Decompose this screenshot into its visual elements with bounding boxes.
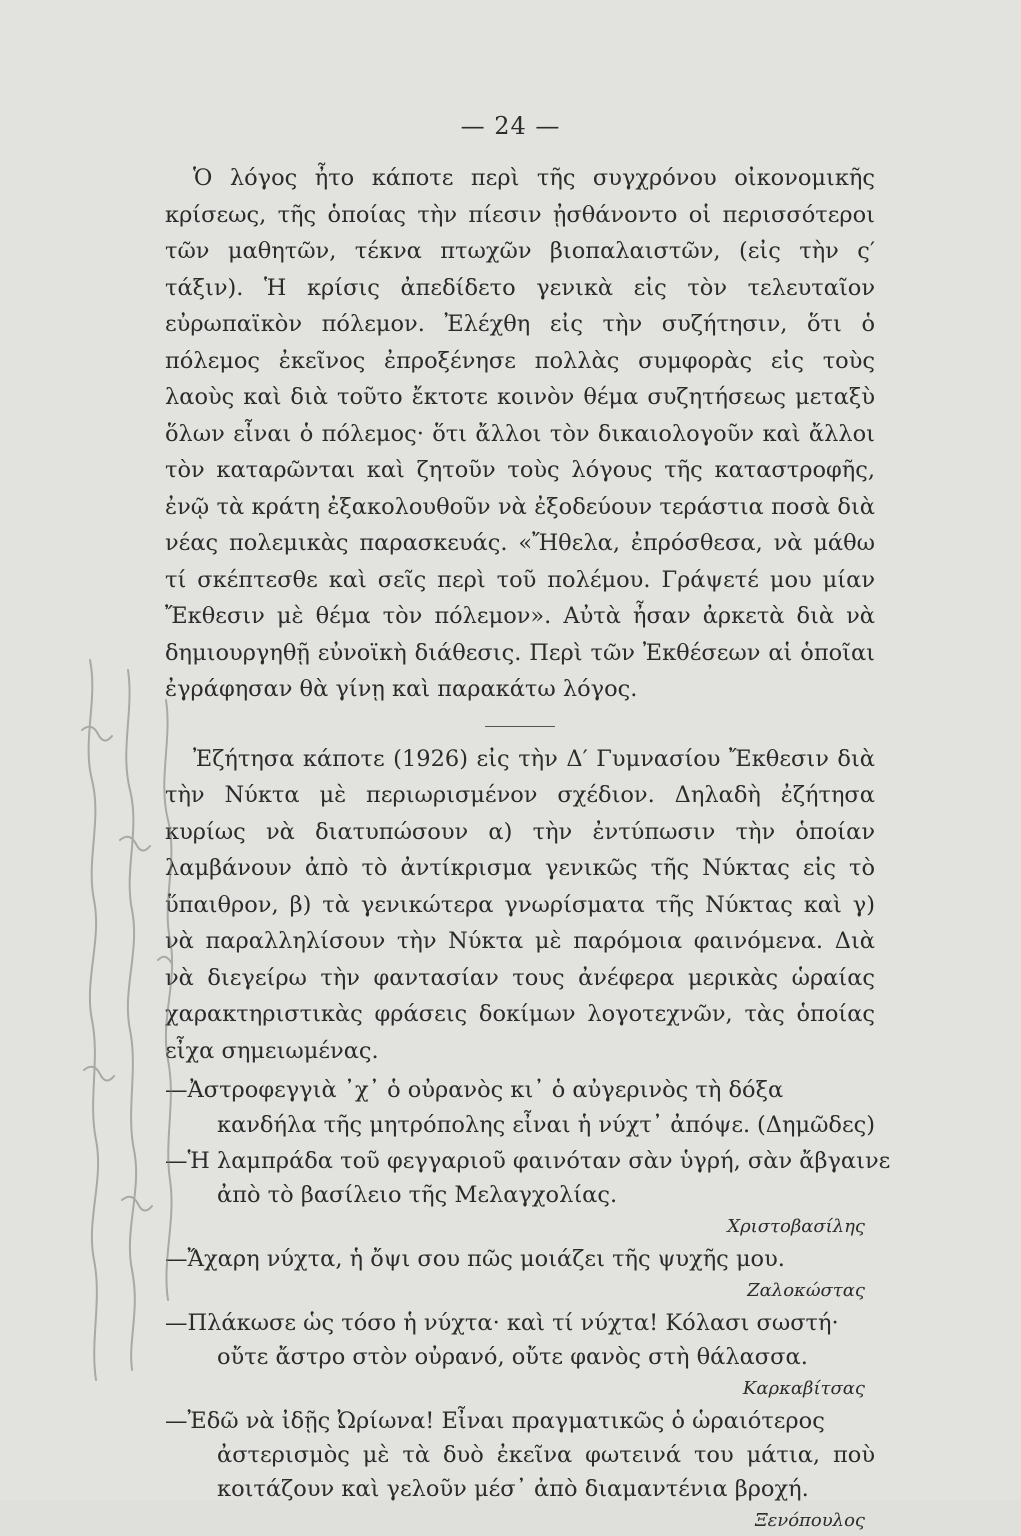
quote-author: Ζαλοκώστας: [747, 1279, 865, 1301]
quote-line: ἀπὸ τὸ βασίλειο τῆς Μελαγχολίας.: [217, 1181, 618, 1208]
quote-line: —Ἡ λαμπράδα τοῦ φεγγαριοῦ φαινόταν σὰν ὑγρή, σὰν ἄβγαινε: [165, 1147, 891, 1174]
quote-demotic: [165, 1073, 875, 1144]
page-body: [165, 160, 891, 1536]
handwritten-margin-notes: [70, 640, 170, 1400]
page-number: — 24 —: [460, 112, 561, 140]
quote-author: (Δημῶδες): [756, 1112, 875, 1138]
paragraph-economic-crisis: Ὁ λόγος ἦτο κάποτε περὶ τῆς συγχρόνου οἰκονομικῆς κρίσεως, τῆς ὁποίας τὴν πίεσιν ᾐσθάνοντο οἱ περισσότεροι τῶν μαθητῶν, τέκνα πτωχῶν βιοπαλαιστῶν, (εἰς τὴν ς′ τάξιν). Ἡ κρίσις ἀπεδίδετο γενικὰ εἰς τὸν τελευταῖον εὐρωπαϊκὸν πόλεμον. Ἐλέχθη εἰς τὴν συζήτησιν, ὅτι ὁ πόλεμος ἐκεῖνος ἐπροξένησε πολλὰς συμφορὰς εἰς τοὺς λαοὺς καὶ διὰ τοῦτο ἔκτοτε κοινὸν θέμα συζητήσεως μεταξὺ ὅλων εἶναι ὁ πόλεμος· ὅτι ἄλλοι τὸν δικαιολογοῦν καὶ ἄλλοι τὸν καταρῶνται καὶ ζητοῦν τοὺς λόγους τῆς καταστροφῆς, ἐνῷ τὰ κράτη ἐξακολουθοῦν νὰ ἐξοδεύουν τεράστια ποσὰ διὰ νέας πολεμικὰς παρασκευάς. «Ἤθελα, ἐπρόσθεσα, νὰ μάθω τί σκέπτεσθε καὶ σεῖς περὶ τοῦ πολέμου. Γράψετέ μου μίαν Ἔκθεσιν μὲ θέμα τὸν πόλεμον». Αὐτὰ ἦσαν ἀρκετὰ διὰ νὰ δημιουργηθῇ εὐνοϊκὴ διάθεσις. Περὶ τῶν Ἐκθέσεων αἱ ὁποῖαι ἐγράφησαν θὰ γίνῃ καὶ παρακάτω λόγος.: [165, 165, 875, 702]
quote-author: Καρκαβίτσας: [742, 1377, 865, 1399]
section-divider: [485, 726, 555, 727]
quote-author: Χριστοβασίλης: [727, 1215, 865, 1237]
quote-row: [165, 1107, 875, 1144]
quote-line: —Πλάκωσε ὡς τόσο ἡ νύχτα· καὶ τί νύχτα! Κόλασι σωστή·: [165, 1309, 839, 1336]
quote-line: ἀστερισμὸς μὲ τὰ δυὸ ἐκεῖνα φωτεινά του μάτια, ποὺ κοιτάζουν καὶ γελοῦν μέσ᾽ ἀπὸ διαμαντένια βροχή.: [217, 1441, 875, 1502]
paragraph-night-essay: Ἐζήτησα κάποτε (1926) εἰς τὴν Δ′ Γυμνασίου Ἔκθεσιν διὰ τὴν Νύκτα μὲ περιωρισμένον σχέδιον. Δηλαδὴ ἐζήτησα κυρίως νὰ διατυπώσουν α) τὴν ἐντύπωσιν τὴν ὁποίαν λαμβάνουν ἀπὸ τὸ ἀντίκρισμα γενικῶς τῆς Νύκτας εἰς τὸ ὕπαιθρον, β) τὰ γενικώτερα γνωρίσματα τῆς Νύκτας καὶ γ) νὰ παραλληλίσουν τὴν Νύκτα μὲ παρόμοια φαινόμενα. Διὰ νὰ διεγείρω τὴν φαντασίαν τους ἀνέφερα μερικὰς ὡραίας χαρακτηριστικὰς φράσεις δοκίμων λογοτεχνῶν, τὰς ὁποίας εἶχα σημειωμένας.: [165, 745, 875, 1064]
quote-line: —Ἐδῶ νὰ ἰδῇς Ὠρίωνα! Εἶναι πραγματικῶς ὁ ὡραιότερος: [165, 1407, 825, 1434]
quote-christovasilis: [165, 1144, 891, 1242]
quote-line: οὔτε ἄστρο στὸν οὐρανό, οὔτε φανὸς στὴ θάλασσα.: [217, 1343, 808, 1370]
quote-line: —Ἄχαρη νύχτα, ἡ ὄψι σου πῶς μοιάζει τῆς ψυχῆς μου.: [165, 1245, 785, 1272]
quote-karkavitsas: [165, 1306, 875, 1404]
quote-line: —Ἀστροφεγγιὰ ᾽χ᾽ ὁ οὐρανὸς κι᾽ ὁ αὐγερινὸς τὴ δόξα: [165, 1077, 784, 1103]
quote-zalokostas: [165, 1242, 875, 1306]
quote-xenopoulos: [165, 1404, 875, 1536]
quote-author: Ξενόπουλος: [754, 1509, 865, 1531]
handwriting-scribble-icon: [70, 640, 180, 1400]
quote-line: κανδήλα τῆς μητρόπολης εἶναι ἡ νύχτ᾽ ἀπόψε.: [217, 1112, 751, 1138]
quotations: [165, 1073, 891, 1536]
